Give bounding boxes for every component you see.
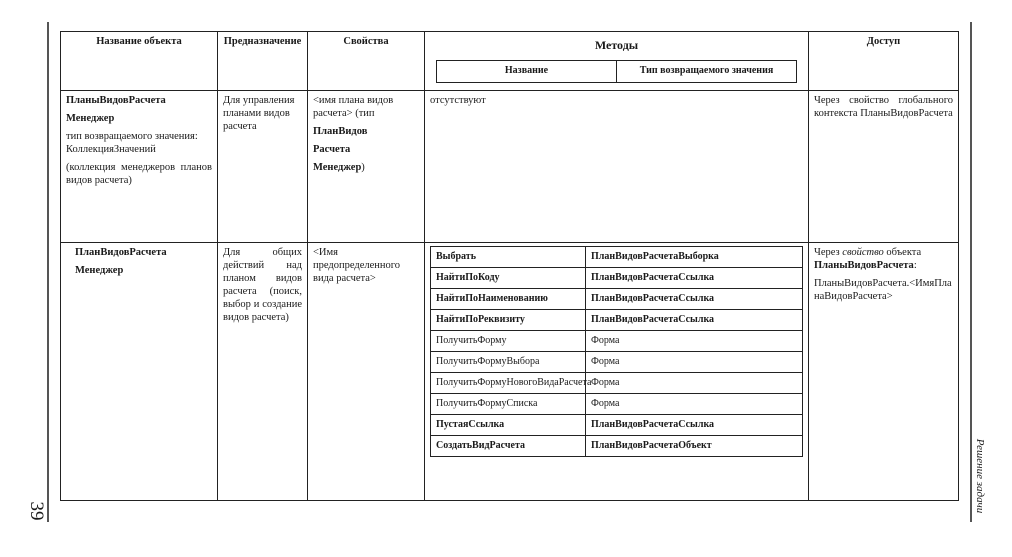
method-return-type: Форма [586,351,803,372]
object-name-line1: ПланыВидовРасчета [66,94,166,106]
method-return-type: ПланВидовРасчетаСсылка [586,267,803,288]
method-name: ПустаяСсылка [431,414,586,435]
objects-table [60,31,959,501]
header-properties: Свойства [308,32,425,91]
header-method-name: Название [504,65,549,76]
object-type-label: тип возвращаемого значения: [66,130,198,142]
methods-subheader [436,60,797,83]
purpose-cell: Для управления планами видов расчета [218,90,308,242]
header-access: Доступ [809,32,959,91]
method-return-type: Форма [586,372,803,393]
method-row [431,435,803,456]
purpose-cell: Для общих действий над планом видов расчета (поиск, выбор и создание видов расчета) [218,242,308,501]
method-row [431,288,803,309]
access-cell [809,242,959,501]
method-return-type: ПланВидовРасчетаСсылка [586,309,803,330]
method-row [431,393,803,414]
header-object-name: Название объекта [61,32,218,91]
method-return-type: Форма [586,393,803,414]
method-name: НайтиПоКоду [431,267,586,288]
object-name-cell [61,242,218,501]
header-methods-title: Методы [594,38,639,52]
object-name-line1: ПланВидовРасчета [75,246,167,258]
object-name-line2: Менеджер [66,112,115,124]
header-return-type: Тип возвращаемого значения [616,61,796,82]
header-methods [425,32,809,91]
side-caption: Решение задачи [974,438,986,514]
method-return-type: ПланВидовРасчетаОбъект [586,435,803,456]
page-margin-rule-right [970,22,972,522]
property-type-part1: ПланВидов [313,125,368,137]
access-colon: : [913,259,917,271]
property-type-part2: Расчета [313,143,351,155]
method-row [431,267,803,288]
method-row [431,309,803,330]
access-cell: Через свойство глобального контекста ПланыВидовРасчета [809,90,959,242]
access-mid: объекта [886,246,922,258]
method-return-type: ПланВидовРасчетаСсылка [586,288,803,309]
method-return-type: Форма [586,330,803,351]
header-purpose: Предназначение [218,32,308,91]
object-note: (коллекция менеджеров планов видов расчета) [66,162,212,187]
access-italic: свойство [842,246,884,258]
table-row [61,90,959,242]
method-name: ПолучитьФорму [431,330,586,351]
page-number: 39 [26,501,47,521]
method-name: СоздатьВидРасчета [431,435,586,456]
access-prefix: Через [814,246,840,258]
property-close: ) [361,162,365,173]
methods-cell [425,242,809,501]
method-row [431,351,803,372]
access-object: ПланыВидовРасчета [814,259,914,271]
method-row [431,246,803,267]
method-name: НайтиПоНаименованию [431,288,586,309]
methods-table [430,246,803,457]
method-name: Выбрать [431,246,586,267]
method-name: ПолучитьФормуВыбора [431,351,586,372]
method-name: ПолучитьФормуНовогоВидаРасчета [431,372,586,393]
page-margin-rule-left [47,22,49,522]
properties-cell: <Имя предопределенного вида расчета> [308,242,425,501]
property-type-part3: Менеджер [313,162,362,173]
property-text: <имя плана видов расчета> (тип [313,94,394,119]
method-row [431,372,803,393]
method-return-type: ПланВидовРасчетаВыборка [586,246,803,267]
methods-cell: отсутствуют [425,90,809,242]
header-row [61,32,959,91]
object-name-line2: Менеджер [75,264,124,276]
method-name: ПолучитьФормуСписка [431,393,586,414]
object-type-value: КоллекцияЗначений [66,143,156,155]
method-return-type: ПланВидовРасчетаСсылка [586,414,803,435]
object-name-cell [61,90,218,242]
access-expression: ПланыВидовРасчета.<ИмяПланаВидовРасчета> [814,277,952,302]
table-row [61,242,959,501]
method-row [431,414,803,435]
method-row [431,330,803,351]
method-name: НайтиПоРеквизиту [431,309,586,330]
properties-cell [308,90,425,242]
